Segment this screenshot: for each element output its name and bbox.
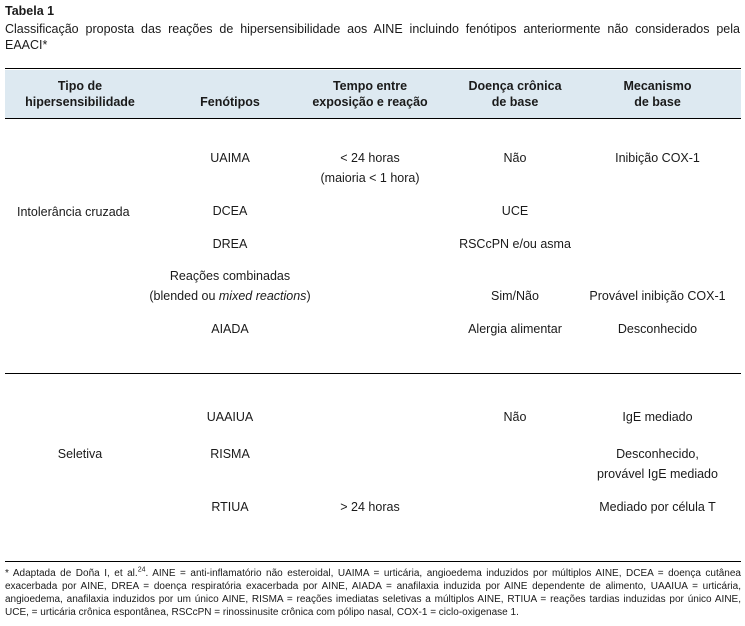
row-uaima-doenca: Não <box>503 151 527 165</box>
table-title: Tabela 1 <box>5 4 55 18</box>
header-bottom-rule <box>5 118 741 119</box>
table-caption: Classificação proposta das reações de hipersensibilidade aos AINE incluindo fenótipos anteriormente não considerados pela EAACI* <box>5 22 740 52</box>
row-uaima-tempo: < 24 horas (maioria < 1 hora) <box>320 151 420 185</box>
row-rtiua-tempo: > 24 horas <box>340 500 400 514</box>
group-divider-rule <box>5 373 741 374</box>
row-combinadas-fenotipo: Reações combinadas (blended ou mixed reactions) <box>149 269 311 303</box>
row-risma-mecanismo: Desconhecido, provável IgE mediado <box>597 447 718 481</box>
row-combinadas-doenca: Sim/Não <box>491 289 539 303</box>
row-uaima-fenotipo: UAIMA <box>210 151 250 165</box>
row-rtiua-mecanismo: Mediado por célula T <box>599 500 716 514</box>
row-dcea-fenotipo: DCEA <box>212 204 248 218</box>
row-aiada-mecanismo: Desconhecido <box>617 322 698 336</box>
footnote-prefix: * Adaptada de Doña I, et al. <box>5 568 138 579</box>
table-footnote <box>5 567 741 619</box>
row-drea-doenca: RSCcPN e/ou asma <box>459 237 571 251</box>
header-mecanismo: Mecanismo de base <box>623 79 692 109</box>
header-tipo: Tipo de hipersensibilidade <box>25 79 135 109</box>
footnote-reference: 24 <box>137 566 146 574</box>
group-label-cruzada: Intolerância cruzada <box>17 205 130 219</box>
row-dcea-doenca: UCE <box>501 204 529 218</box>
row-uaaiua-mecanismo: IgE mediado <box>622 410 693 424</box>
row-combinadas-mecanismo: Provável inibição COX-1 <box>589 289 726 303</box>
group-label-seletiva: Seletiva <box>57 447 103 461</box>
row-uaaiua-fenotipo: UAAIUA <box>206 410 254 424</box>
header-doenca: Doença crônica de base <box>468 79 562 109</box>
top-rule <box>5 68 741 69</box>
row-aiada-fenotipo: AIADA <box>211 322 249 336</box>
row-uaima-mecanismo: Inibição COX-1 <box>615 151 700 165</box>
header-fenotipos: Fenótipos <box>200 95 260 109</box>
bottom-rule <box>5 561 741 562</box>
row-drea-fenotipo: DREA <box>212 237 248 251</box>
footnote-text: . AINE = anti-inflamatório não esteroidal, UAIMA = urticária, angioedema induzidos por múltiplos AINE, DCEA = doença cutânea exacerbada por AINE, DREA = doença respiratória exacerbada por AINE, AIADA = anafilaxia induzida por AINE dependente de alimento, UAAIUA = urticária, angioedema, anafilaxia induzidos por um único AINE, RISMA = reações imediatas seletivas a múltiplos AINE, RTIUA = reações tardias induzidas por único AINE, UCE, = urticária crônica espontânea, RSCcPN = rinossinusite crônica com pólipo nasal, COX-1 = ciclo-oxigenase 1. <box>5 568 741 618</box>
row-aiada-doenca: Alergia alimentar <box>468 322 562 336</box>
row-rtiua-fenotipo: RTIUA <box>211 500 249 514</box>
row-risma-fenotipo: RISMA <box>210 447 250 461</box>
header-tempo: Tempo entre exposição e reação <box>312 79 428 109</box>
row-uaaiua-doenca: Não <box>503 410 527 424</box>
